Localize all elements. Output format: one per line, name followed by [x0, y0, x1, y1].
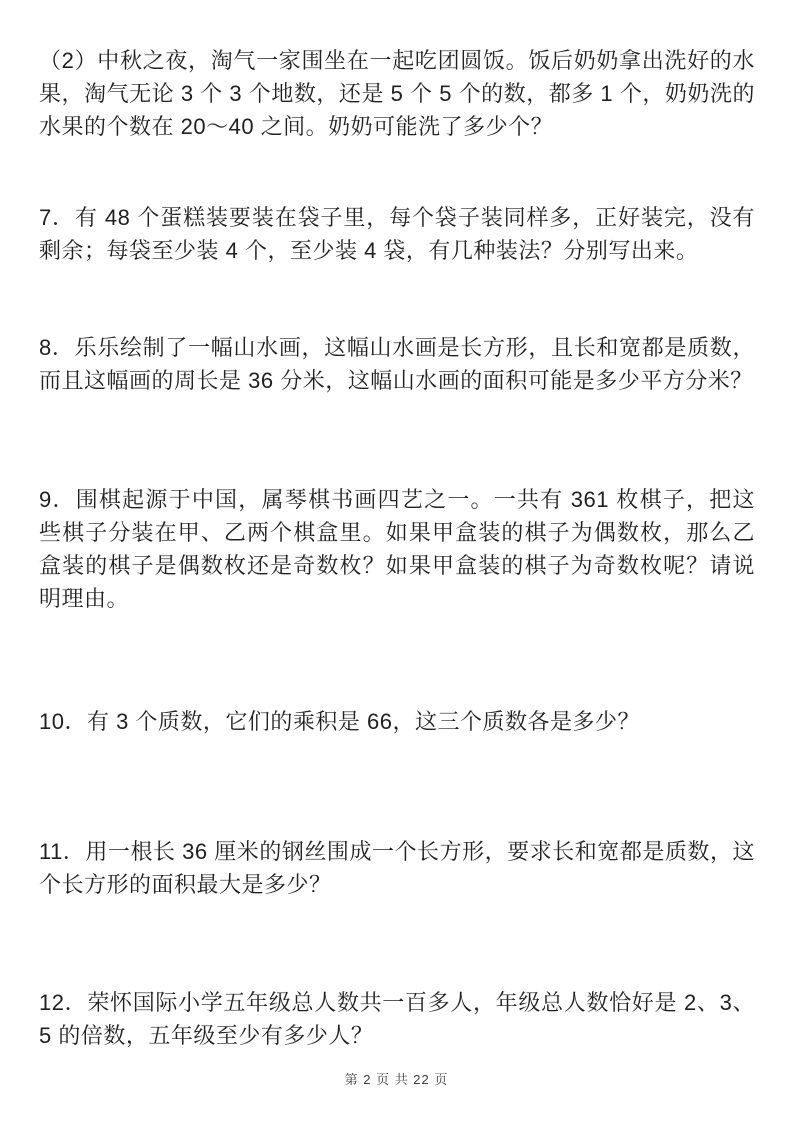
problem-9-text: 9．围棋起源于中国，属琴棋书画四艺之一。一共有 361 枚棋子，把这些棋子分装在甲、乙两个棋盒里。如果甲盒装的棋子为偶数枚，那么乙盒装的棋子是偶数枚还是奇数枚？如果甲盒装的棋子为奇数枚呢？请说明理由。 [39, 487, 755, 611]
problem-8-text: 8．乐乐绘制了一幅山水画，这幅山水画是长方形，且长和宽都是质数，而且这幅画的周长是 36 分米，这幅山水画的面积可能是多少平方分米？ [39, 335, 755, 393]
page-footer: 第 2 页 共 22 页 [344, 1072, 449, 1087]
problem-10-text: 10．有 3 个质数，它们的乘积是 66，这三个质数各是多少？ [39, 709, 641, 734]
problem-11-text: 11．用一根长 36 厘米的钢丝围成一个长方形，要求长和宽都是质数，这个长方形的面积最大是多少？ [39, 839, 755, 897]
problem-12-text: 12．荣怀国际小学五年级总人数共一百多人，年级总人数恰好是 2、3、5 的倍数，五年级至少有多少人？ [39, 990, 755, 1048]
problem-2-sub2-text: （2）中秋之夜，淘气一家围坐在一起吃团圆饭。饭后奶奶拿出洗好的水果，淘气无论 3 个 3 个地数，还是 5 个 5 个的数，都多 1 个，奶奶洗的水果的个数在 20～40 之间。奶奶可能洗了多少个？ [39, 48, 755, 139]
problem-7-text: 7．有 48 个蛋糕装要装在袋子里，每个袋子装同样多，正好装完，没有剩余；每袋至少装 4 个，至少装 4 袋，有几种装法？分别写出来。 [39, 205, 755, 263]
